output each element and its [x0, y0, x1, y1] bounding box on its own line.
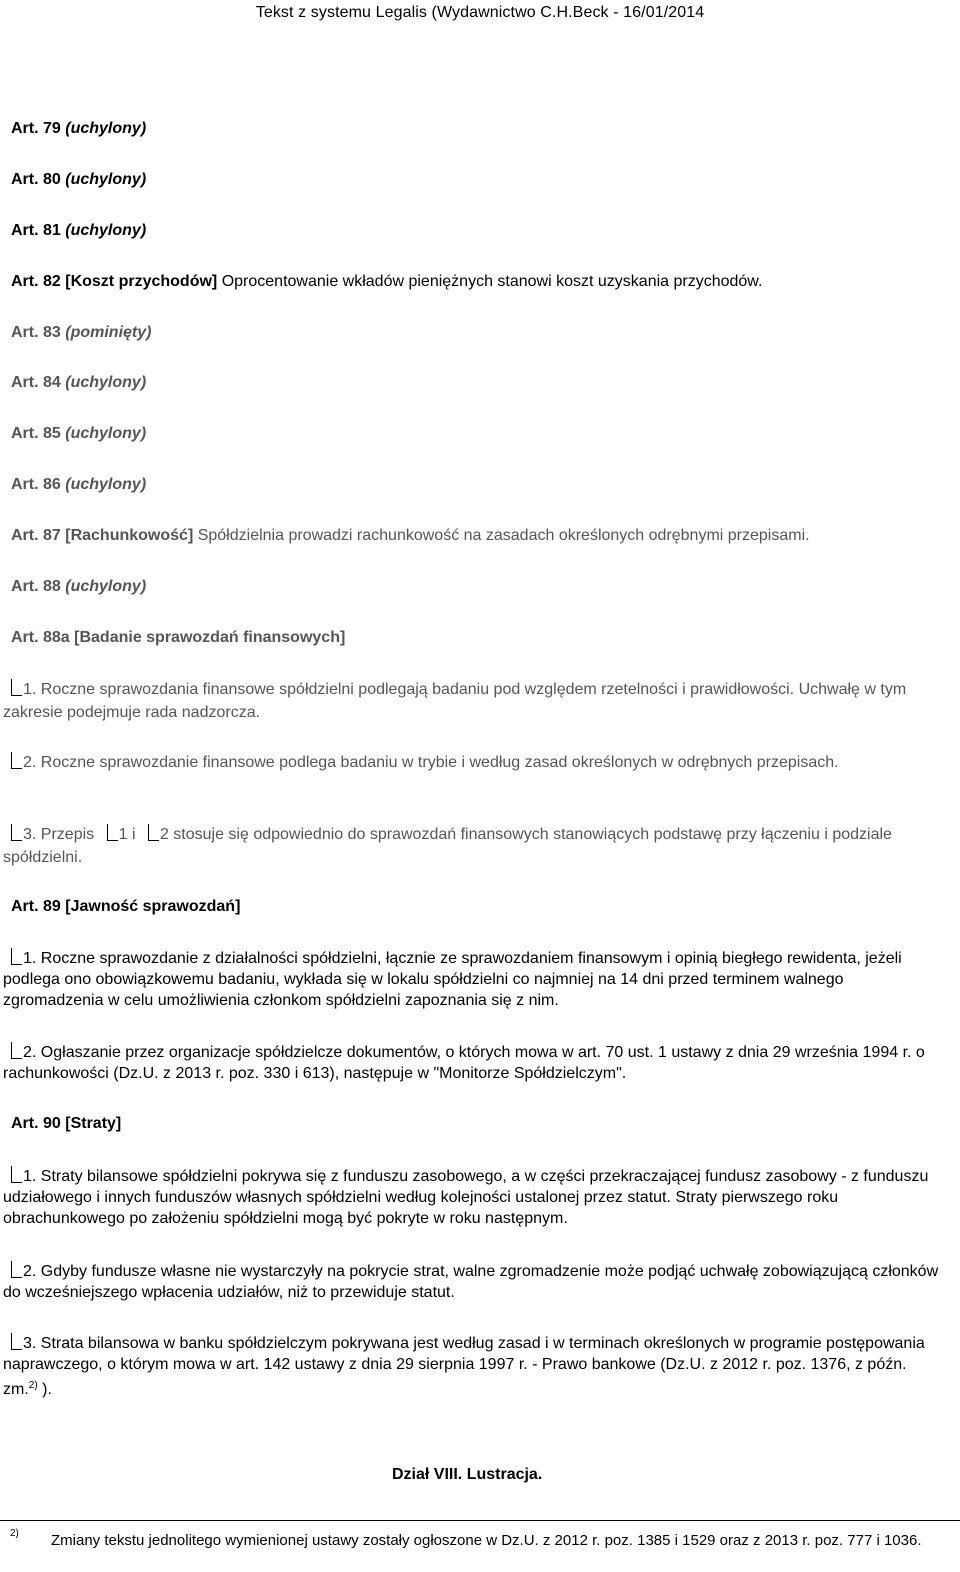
section-mark-icon [3, 950, 23, 964]
footnote-divider [0, 1520, 960, 1521]
article-status: (uchylony) [65, 374, 147, 391]
section-mark-icon [3, 1263, 23, 1277]
section-mark-icon [3, 1044, 23, 1058]
article-text: Oprocentowanie wkładów pieniężnych stanowi koszt uzyskania przychodów. [217, 273, 763, 290]
article-status: (uchylony) [65, 120, 147, 137]
article-84 [11, 374, 146, 392]
article-87 [11, 527, 810, 545]
article-90-paragraph-2: 2. Gdyby fundusze własne nie wystarczyły na pokrycie strat, walne zgromadzenie może podjąć uchwałę zobowiązującą członków do wcześniejszego wpłacenia udziałów, niż to przewiduje statut. [3, 1263, 939, 1301]
article-83 [11, 324, 151, 342]
article-79 [11, 120, 146, 138]
article-status: (uchylony) [65, 171, 147, 188]
article-80 [11, 171, 146, 189]
article-status: (uchylony) [65, 578, 147, 595]
article-title: [Koszt przychodów] [65, 273, 218, 290]
article-number: Art. 82 [11, 273, 61, 290]
section-mark-icon [99, 826, 119, 840]
article-status: (uchylony) [65, 425, 147, 442]
article-number: Art. 81 [11, 222, 61, 239]
article-88a-paragraph-3: 3. Przepis 1 i 2 stosuje się odpowiednio do sprawozdań finansowych stanowiących podstawę przy łączeniu i podziale spółdzielni. [3, 826, 892, 866]
article-status: (pominięty) [65, 324, 152, 341]
article-text: Spółdzielnia prowadzi rachunkowość na zasadach określonych odrębnymi przepisami. [193, 527, 810, 544]
section-mark-icon [3, 754, 23, 768]
article-number: Art. 87 [11, 527, 61, 544]
article-89-paragraph-2: 2. Ogłaszanie przez organizacje spółdzielcze dokumentów, o których mowa w art. 70 ust. 1 ustawy z dnia 29 września 1994 r. o rachunkowości (Dz.U. z 2013 r. poz. 330 i 613), następuje w "Monitorze Spółdzielczym". [3, 1044, 925, 1082]
article-82 [11, 273, 762, 291]
section-title: Dział VIII. Lustracja. [392, 1466, 543, 1483]
article-85 [11, 425, 146, 443]
article-title: [Rachunkowość] [65, 527, 194, 544]
article-88 [11, 578, 146, 596]
article-status: (uchylony) [65, 476, 147, 493]
article-89-paragraph-1: 1. Roczne sprawozdanie z działalności spółdzielni, łącznie ze sprawozdaniem finansowym i opinią biegłego rewidenta, jeżeli podlega ono obowiązkowemu badaniu, wykłada się w lokalu spółdzielni co najmniej na 14 dni przed terminem walnego zgromadzenia w celu umożliwienia członkom spółdzielni zapoznania się z nim. [3, 950, 902, 1009]
article-90-paragraph-3: 3. Strata bilansowa w banku spółdzielczym pokrywana jest według zasad i w terminach określonych w programie postępowania naprawczego, o którym mowa w art. 142 ustawy z dnia 29 sierpnia 1997 r. - Prawo bankowe (Dz.U. z 2012 r. poz. 1376, z późn. zm.$^{2)}$ ). [3, 1335, 925, 1398]
article-88a-paragraph-2: 2. Roczne sprawozdanie finansowe podlega badaniu w trybie i według zasad określonych w odrębnych przepisach. [3, 751, 943, 774]
article-number: Art. 84 [11, 374, 61, 391]
section-mark-icon [3, 826, 23, 840]
article-90-paragraph-1: 1. Straty bilansowe spółdzielni pokrywa się z funduszu zasobowego, a w części przekraczającej fundusz zasobowy - z funduszu udziałowego i innych funduszów własnych spółdzielni według kolejności ustalonej przez statut. Straty pierwszego roku obrachunkowego po założeniu spółdzielni mogą być pokryte w roku następnym. [3, 1168, 929, 1227]
footnote-text: Zmiany tekstu jednolitego wymienionej ustawy zostały ogłoszone w Dz.U. z 2012 r. poz. 1385 i 1529 oraz z 2013 r. poz. 777 i 1036. [51, 1532, 922, 1549]
section-mark-icon [3, 1335, 23, 1349]
footnote-mark: 2) [10, 1528, 19, 1539]
document-header: Tekst z systemu Legalis (Wydawnictwo C.H.Beck - 16/01/2014 [255, 4, 705, 21]
section-mark-icon [3, 681, 23, 695]
article-number: Art. 85 [11, 425, 61, 442]
article-number: Art. 88 [11, 578, 61, 595]
article-88a-paragraph-1: 1. Roczne sprawozdania finansowe spółdzielni podlegają badaniu pod względem rzetelności i prawidłowości. Uchwałę w tym zakresie podejmuje rada nadzorcza. [3, 681, 907, 721]
section-mark-icon [140, 826, 160, 840]
article-86 [11, 476, 146, 494]
article-number: Art. 79 [11, 120, 61, 137]
article-number: Art. 86 [11, 476, 61, 493]
article-90-heading: Art. 90 [Straty] [11, 1115, 122, 1132]
article-88a-heading: Art. 88a [Badanie sprawozdań finansowych] [11, 629, 346, 646]
article-number: Art. 83 [11, 324, 61, 341]
article-number: Art. 80 [11, 171, 61, 188]
footnote-reference: 2) [28, 1380, 38, 1391]
article-81 [11, 222, 146, 240]
article-89-heading: Art. 89 [Jawność sprawozdań] [11, 898, 241, 915]
section-mark-icon [3, 1168, 23, 1182]
article-status: (uchylony) [65, 222, 147, 239]
